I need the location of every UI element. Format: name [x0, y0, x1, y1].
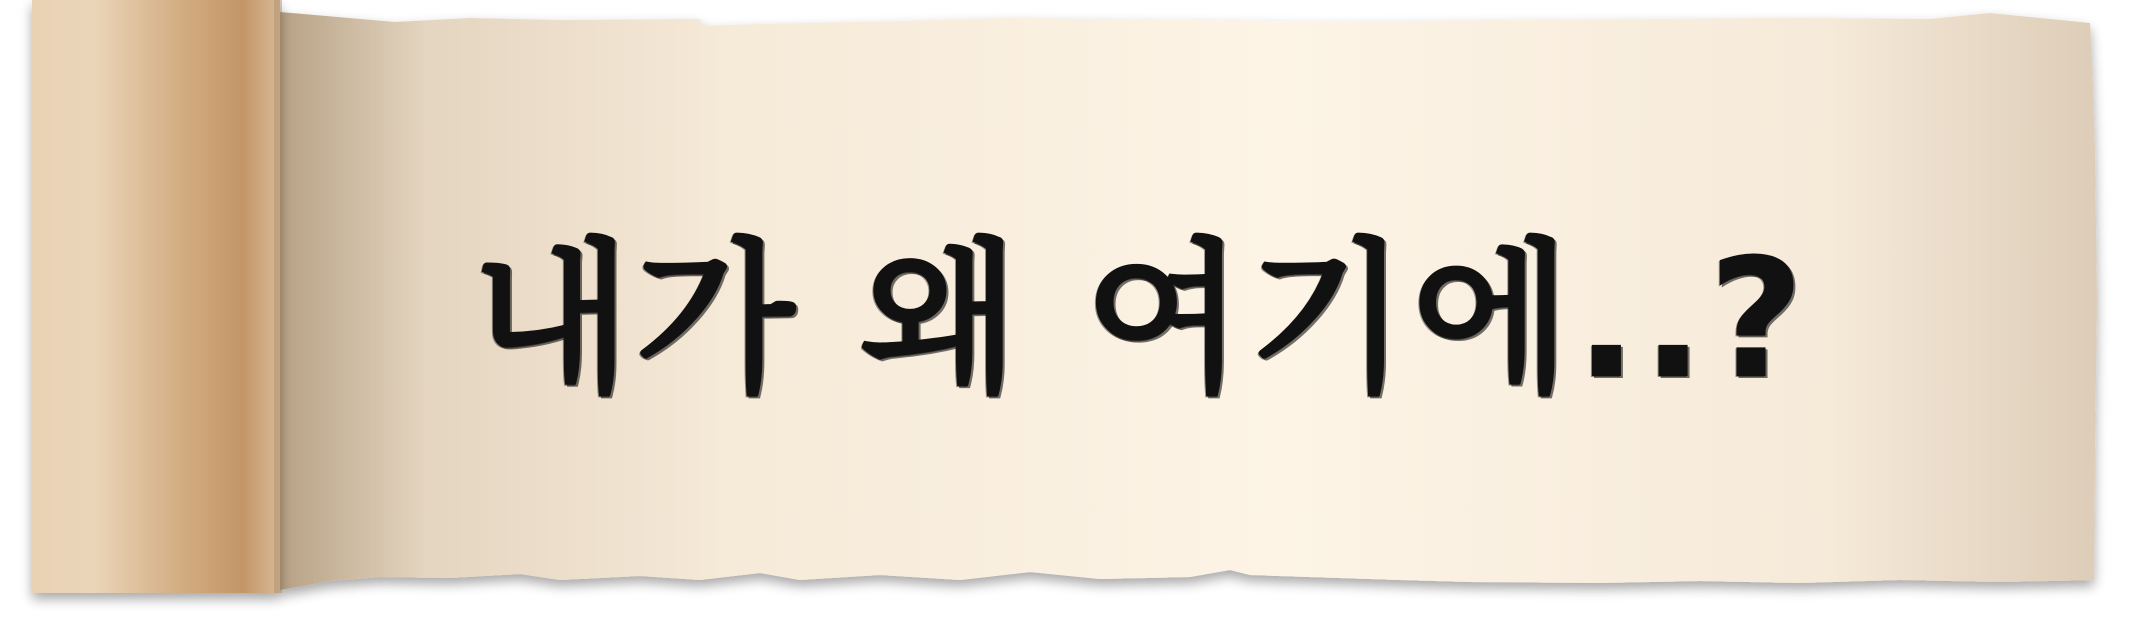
scroll-roll — [32, 0, 280, 593]
banner-message: 내가 왜 여기에..? — [471, 222, 1809, 415]
